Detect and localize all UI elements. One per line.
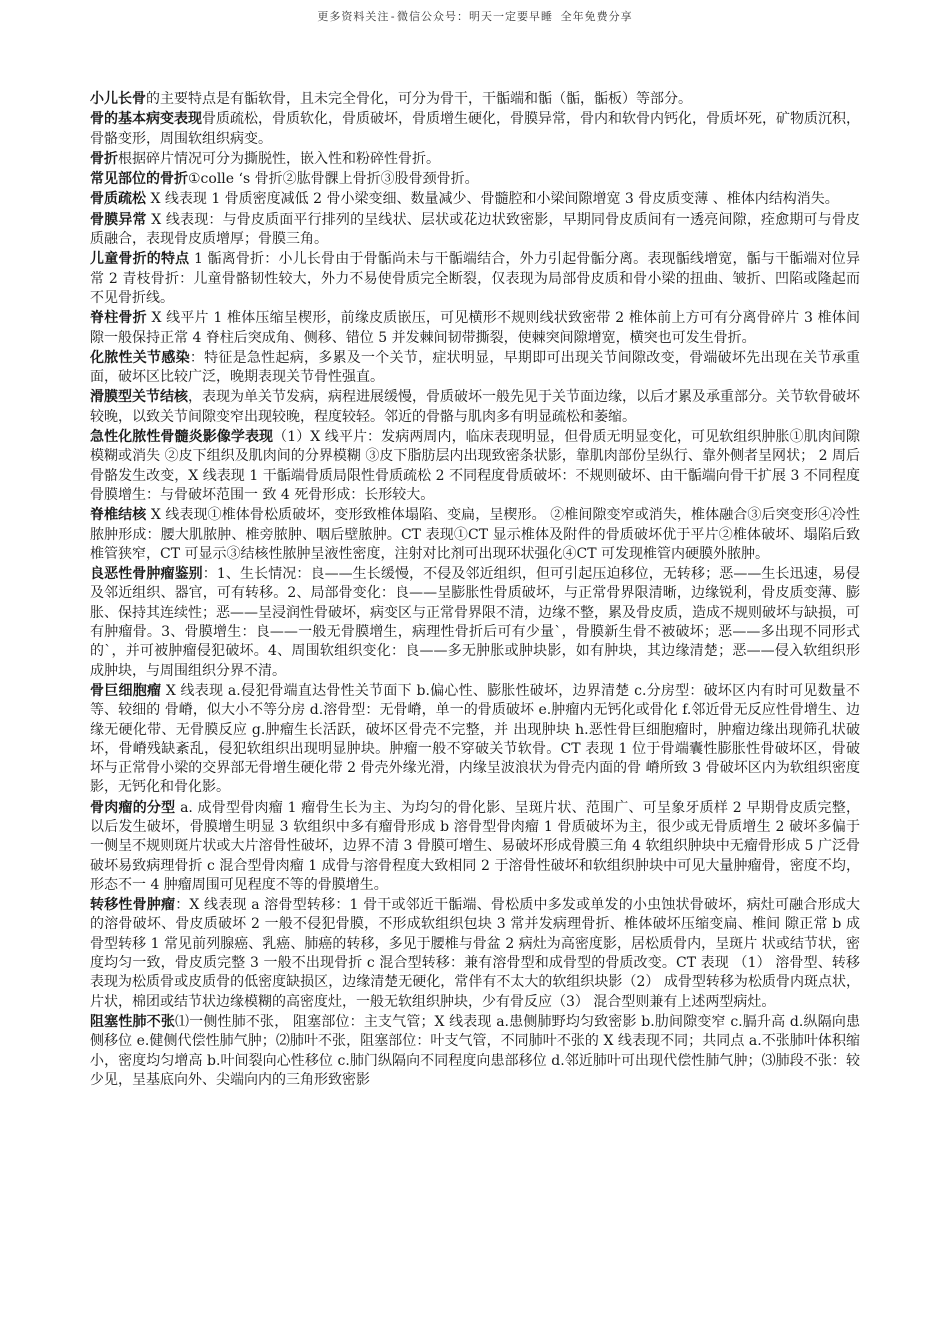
paragraph — [90, 349, 860, 388]
paragraph — [90, 1013, 860, 1090]
paragraph-body: X 线平片 1 椎体压缩呈楔形，前缘皮质嵌压，可见横形不规则线状致密带 2 椎体前上方可有分离骨碎片 3 椎体间隙一般保持正常 4 脊柱后突成角、侧移、错位 5 并发棘间韧带撕裂，使棘突间隙增宽，横突也可发生骨折。 — [90, 310, 860, 346]
paragraph — [90, 170, 860, 189]
paragraph — [90, 190, 860, 209]
paragraph — [90, 250, 860, 308]
paragraph-term: 阻塞性肺不张 — [90, 1013, 176, 1030]
paragraph-term: 小儿长骨 — [90, 91, 146, 107]
paragraph — [90, 90, 860, 109]
paragraph-body: 根据碎片情况可分为撕脱性，嵌入性和粉碎性骨折。 — [118, 150, 440, 167]
paragraph-body: ，表现为单关节发病，病程进展缓慢，骨质破坏一般先见于关节面边缘，以后才累及承重部分。关节软骨破坏较晚，以致关节间隙变窄出现较晚，程度较轻。邻近的骨骼与肌肉多有明显疏松和萎缩。 — [90, 389, 860, 425]
paragraph-body: ：X 线表现 a 溶骨型转移：1 骨干或邻近干骺端、骨松质中多发或单发的小虫蚀状骨破坏，病灶可融合形成大的溶骨破坏、骨皮质破坏 2 一般不侵犯骨膜，不形成软组织包块 3 常并发病理骨折、椎体破坏压缩变扁、椎间 隙正常 b 成骨型转移 1 常见前列腺癌、乳癌、肺癌的转移，多见于腰椎与骨盆 2 病灶为高密度影，居松质骨内，呈斑片 状或结节状，密度均匀一致，骨皮质完整 3 一般不出现骨折 c 混合型转移：兼有溶骨型和成骨型的骨质改变。CT 表现 （1） 溶骨型、转移表现为松质骨或皮质骨的低密度缺损区，边缘清楚无硬化，常伴有不太大的软组织块影（2） 成骨型转移为松质骨内斑点状，片状，棉团或结节状边缘模糊的高密度灶，一般无软组织肿块，少有骨反应（3） 混合型则兼有上述两型病灶。 — [90, 897, 860, 1010]
paragraph-term: 转移性骨肿瘤 — [90, 897, 176, 914]
paragraph-term: 骨肉瘤的分型 — [90, 799, 176, 816]
paragraph — [90, 506, 860, 564]
paragraph-term: 化脓性关节感染 — [90, 349, 190, 366]
paragraph-term: 脊椎结核 — [90, 507, 147, 524]
paragraph-term: 骨质疏松 — [90, 191, 146, 208]
document-body — [90, 90, 860, 1091]
paragraph — [90, 799, 860, 895]
paragraph-body: ①colle ‘s 骨折②肱骨髁上骨折③股骨颈骨折。 — [188, 171, 479, 188]
page-header: 更多资料关注-微信公众号：明天一定要早睡 全年免费分享 — [317, 10, 633, 23]
paragraph — [90, 309, 860, 348]
paragraph-term: 儿童骨折的特点 — [90, 251, 190, 268]
paragraph-term: 骨的基本病变表现 — [90, 111, 202, 128]
paragraph-term: 骨膜异常 — [90, 211, 147, 228]
paragraph-body: ：1、生长情况：良——生长缓慢，不侵及邻近组织，但可引起压迫移位，无转移；恶——生长迅速，易侵及邻近组织、器官，可有转移。2、局部骨变化：良——呈膨胀性骨质破坏，与正常骨界限清晰，边缘锐利，骨皮质变薄、膨胀、保持其连续性；恶——呈浸润性骨破坏，病变区与正常骨界限不清，边缘不整，累及骨皮质，造成不规则破坏与缺损，可有肿瘤骨。3、骨膜增生：良——一般无骨膜增生，病理性骨折后可有少量`，骨膜新生骨不被破坏；恶——多出现不同形式的`，并可被肿瘤侵犯破坏。4、周围软组织变化：良——多无肿胀或肿块影，如有肿块，其边缘清楚；恶——侵入软组织形成肿块，与周围组织分界不清。 — [90, 566, 861, 679]
paragraph — [90, 565, 860, 681]
paragraph — [90, 150, 860, 169]
paragraph-body: X 线表现 1 骨质密度减低 2 骨小梁变细、数量减少、骨髓腔和小梁间隙增宽 3 骨皮质变薄 、椎体内结构消失。 — [146, 191, 839, 208]
paragraph — [90, 428, 860, 505]
paragraph-body: X 线表现：与骨皮质面平行排列的呈线状、层状或花边状致密影，早期同骨皮质间有一透亮间隙，痊愈期可与骨皮质融合，表现骨皮质增厚；骨膜三角。 — [90, 211, 861, 248]
paragraph-body: a. 成骨型骨肉瘤 1 瘤骨生长为主、为均匀的骨化影、呈斑片状、范围广、可呈象牙质样 2 早期骨皮质完整，以后发生破坏，骨膜增生明显 3 软组织中多有瘤骨形成 b 溶骨型骨肉瘤 1 骨质破坏为主，很少或无骨质增生 2 破坏多偏于一侧呈不规则斑片状或大片溶骨性破坏，边界不清 3 骨膜可增生、易破坏形成骨膜三角 4 软组织肿块中无瘤骨形成 5 广泛骨破坏易致病理骨折 c 混合型骨肉瘤 1 成骨与溶骨程度大致相同 2 于溶骨性破坏和软组织肿块中可见大量肿瘤骨，密度不均，形态不一 4 肿瘤周围可见程度不等的骨膜增生。 — [90, 799, 861, 893]
paragraph — [90, 682, 860, 798]
paragraph-body: ⑴一侧性肺不张， 阻塞部位：主支气管；X 线表现 a.患侧肺野均匀致密影 b.肋间隙变窄 c.膈升高 d.纵隔向患侧移位 e.健侧代偿性肺气肿；⑵肺叶不张，阻塞部位：叶支气管，不同肺叶不张的 X 线表现不同；共同点 a.不张肺叶体积缩小，密度均匀增高 b.叶间裂向心性移位 c.肺门纵隔向不同程度向患部移位 d.邻近肺叶可出现代偿性肺气肿；⑶肺段不张：较少见，呈基底向外、尖端向内的三角形致密影 — [90, 1013, 861, 1088]
paragraph — [90, 388, 860, 427]
paragraph — [90, 896, 860, 1012]
paragraph-term: 骨折 — [90, 150, 118, 167]
paragraph-term: 脊柱骨折 — [90, 310, 147, 327]
paragraph-body: ：特征是急性起病，多累及一个关节，症状明显，早期即可出现关节间隙改变，骨端破坏先出现在关节承重面，破坏区比较广泛，晚期表现关节骨性强直。 — [90, 349, 861, 386]
paragraph — [90, 211, 860, 250]
paragraph-body: 1 骺离骨折：小儿长骨由于骨骺尚未与干骺端结合，外力引起骨骺分离。表现骺线增宽，骺与干骺端对位异常 2 青枝骨折：儿童骨骼韧性较大，外力不易使骨质完全断裂，仅表现为局部骨皮质和骨小梁的扭曲、皱折、凹陷或隆起而不见骨折线。 — [90, 251, 860, 306]
paragraph-term: 良恶性骨肿瘤鉴别 — [90, 566, 203, 583]
paragraph-term: 常见部位的骨折 — [90, 171, 188, 188]
paragraph-body: 的主要特点是有骺软骨，且未完全骨化，可分为骨干，干骺端和骺（骺，骺板）等部分。 — [146, 91, 692, 107]
paragraph-term: 骨巨细胞瘤 — [90, 682, 162, 699]
paragraph-body: X 线表现①椎体骨松质破坏，变形致椎体塌陷、变扁，呈楔形。 ②椎间隙变窄或消失，椎体融合③后突变形④冷性脓肿形成：腰大肌脓肿、椎旁脓肿、咽后壁脓肿。CT 表现①CT 显示椎体及附件的骨质破坏优于平片②椎体破坏、塌陷后致椎管狭窄，CT 可显示③结核性脓肿呈液性密度，注射对比剂可出现环状强化④CT 可发现椎管内硬膜外脓肿。 — [90, 507, 860, 562]
paragraph — [90, 110, 860, 149]
paragraph-body: （1）X 线平片：发病两周内，临床表现明显，但骨质无明显变化，可见软组织肿胀①肌肉间隙模糊或消失 ②皮下组织及肌肉间的分界模糊 ③皮下脂肪层内出现致密条状影，靠肌肉部份呈纵行、靠外侧者呈网状； 2 周后骨骼发生改变，X 线表现 1 干骺端骨质局限性骨质疏松 2 不同程度骨质破坏：不规则破坏、由干骺端向骨干扩展 3 不同程度骨膜增生：与骨破坏范围一 致 4 死骨形成：长形较大。 — [90, 429, 860, 503]
paragraph-term: 急性化脓性骨髓炎影像学表现 — [90, 429, 274, 446]
paragraph-term: 滑膜型关节结核 — [90, 389, 188, 406]
paragraph-body: 骨质疏松，骨质软化，骨质破坏，骨质增生硬化，骨膜异常，骨内和软骨内钙化，骨质坏死，矿物质沉积，骨骼变形，周围软组织病变。 — [90, 111, 860, 147]
paragraph-body: X 线表现 a.侵犯骨端直达骨性关节面下 b.偏心性、膨胀性破坏，边界清楚 c.分房型：破坏区内有时可见数量不等、较细的 骨嵴，似大小不等分房 d.溶骨型：无骨嵴，单一的骨质破坏 e.肿瘤内无钙化或骨化 f.邻近骨无反应性骨增生、边缘无硬化带、无骨膜反应 g.肿瘤生长活跃，破坏区骨壳不完整，并 出现肿块 h.恶性骨巨细胞瘤时，肿瘤边缘出现筛孔状破坏，骨嵴残缺紊乱，侵犯软组织出现明显肿块。肿瘤一般不穿破关节软骨。CT 表现 1 位于骨端囊性膨胀性骨破坏区，骨破坏与正常骨小梁的交界部无骨增生硬化带 2 骨壳外缘光滑，内缘呈波浪状为骨壳内面的骨 嵴所致 3 骨破坏区内为软组织密度影，无钙化和骨化影。 — [90, 682, 860, 796]
